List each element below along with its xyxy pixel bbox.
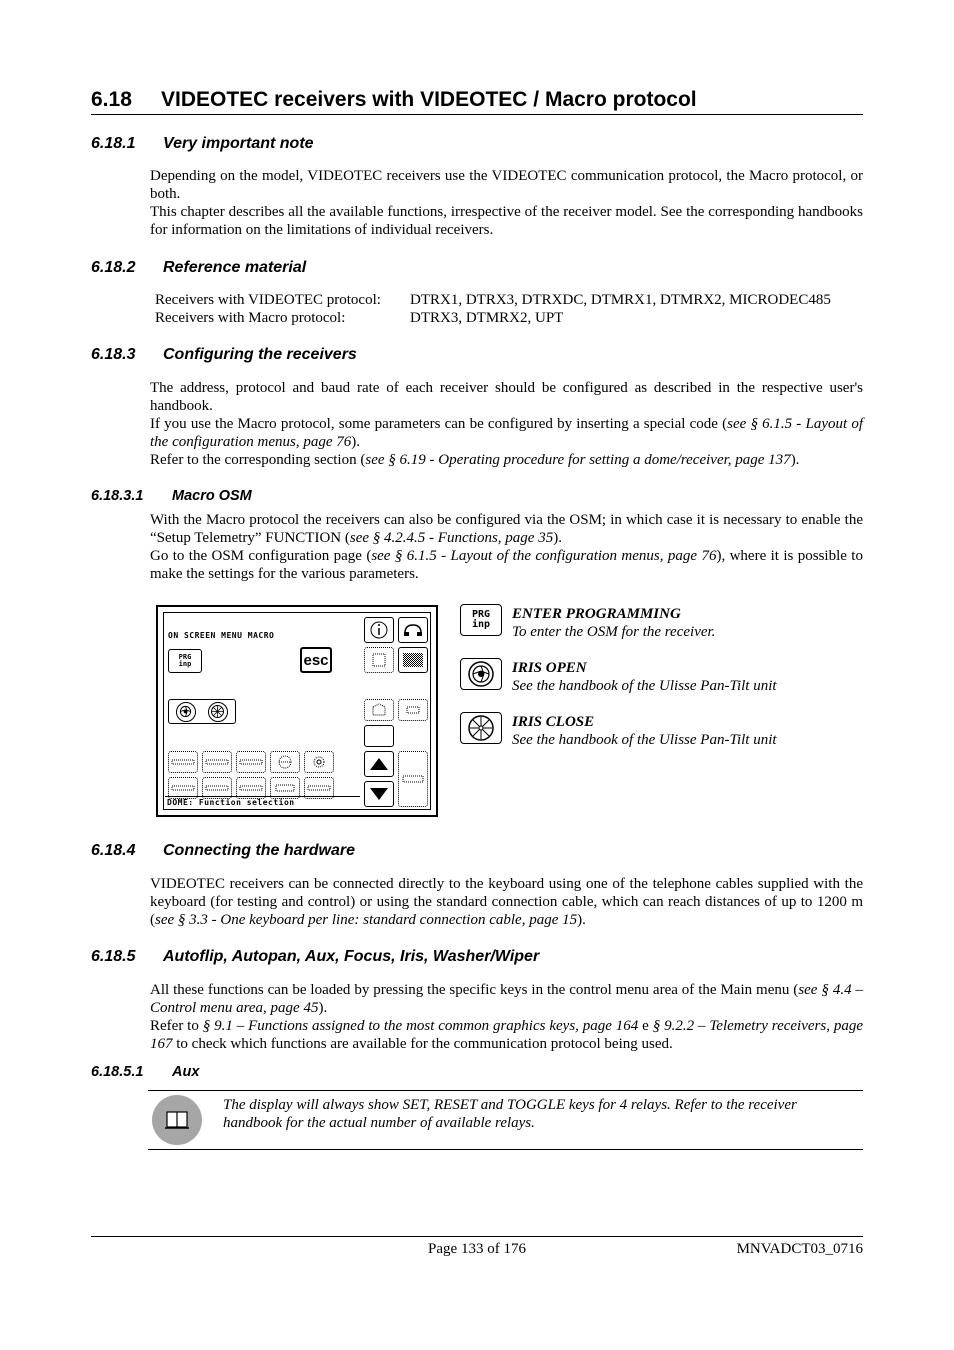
osm-screen <box>156 605 438 817</box>
pattern-icon[interactable] <box>398 647 428 673</box>
iris-close-icon <box>460 712 502 744</box>
iris-open-icon <box>460 658 502 690</box>
iris-buttons-group <box>168 699 236 724</box>
cross-reference[interactable]: see § 6.1.5 - Layout of the configuration menus, page 76 <box>371 548 717 564</box>
function-key[interactable] <box>398 699 428 721</box>
section-heading-connecting-hardware: 6.18.4 Connecting the hardware <box>91 842 356 859</box>
reference-table <box>155 291 831 327</box>
cross-reference[interactable]: see § 4.4 – Control menu area, page 45 <box>150 982 863 1016</box>
legend-title: IRIS OPEN <box>512 660 587 676</box>
esc-button[interactable]: esc <box>300 647 332 673</box>
function-key[interactable] <box>168 751 198 773</box>
function-key[interactable] <box>364 699 394 721</box>
legend-description: See the handbook of the Ulisse Pan-Tilt unit <box>512 732 777 748</box>
section-heading-very-important-note: 6.18.1 Very important note <box>91 135 314 152</box>
gear-icon[interactable] <box>304 751 334 773</box>
prg-inp-button[interactable]: PRG inp <box>168 649 202 673</box>
paragraph-note: Depending on the model, VIDEOTEC receivers use the VIDEOTEC communication protocol, the Macro protocol, or both. This chapter describes all the available functions, irrespective of the receiver model. See the corresponding handbooks for information on the limitations of individual receivers. <box>150 168 863 238</box>
legend-description: To enter the OSM for the receiver. <box>512 624 716 640</box>
cross-reference[interactable]: § 9.1 – Functions assigned to the most common graphics keys, page 164 <box>202 1018 639 1034</box>
section-heading-autoflip: 6.18.5 Autoflip, Autopan, Aux, Focus, Iris, Washer/Wiper <box>91 948 540 965</box>
page-number: Page 133 of 176 <box>428 1241 526 1257</box>
section-heading-configuring-receivers: 6.18.3 Configuring the receivers <box>91 346 357 363</box>
paragraph-macro-osm: With the Macro protocol the receivers can also be configured via the OSM; in which case it is necessary to enable the “Setup Telemetry” FUNCTION (see § 4.2.4.5 - Functions, page 35). Go to the OSM configuration page (see § 6.1.5 - Layout of the configuration menus, page 76), where it is possible to make the settings for the various parameters. <box>150 512 863 582</box>
prg-inp-icon: PRG inp <box>460 604 502 636</box>
section-heading-macro-osm: 6.18.3.1 Macro OSM <box>91 488 252 504</box>
telephone-icon[interactable] <box>398 617 428 643</box>
note-box <box>148 1090 863 1150</box>
section-heading-aux: 6.18.5.1 Aux <box>91 1064 200 1080</box>
osm-status-line: DOME: Function selection <box>167 798 295 807</box>
info-icon[interactable] <box>364 617 394 643</box>
arrow-down-icon[interactable] <box>364 781 394 807</box>
cross-reference[interactable]: see § 6.1.5 - Layout of the configuration menus, page 76 <box>150 416 863 450</box>
function-key[interactable] <box>398 751 428 807</box>
cross-reference[interactable]: § 9.2.2 – Telemetry receivers, page 167 <box>150 1018 863 1052</box>
globe-icon[interactable] <box>270 751 300 773</box>
paragraph-functions: All these functions can be loaded by pressing the specific keys in the control menu area of the Main menu (see § 4.4 – Control menu area, page 45). Refer to § 9.1 – Functions assigned to the most common graphics keys, page 164 e § 9.2.2 – Telemetry receivers, page 167 to check which functions are available for the communication protocol being used. <box>150 982 863 1052</box>
section-heading-reference-material: 6.18.2 Reference material <box>91 259 307 276</box>
document-code: MNVADCT03_0716 <box>736 1241 863 1257</box>
note-text: The display will always show SET, RESET and TOGGLE keys for 4 relays. Refer to the receiver handbook for the actual number of available relays. <box>223 1097 797 1131</box>
function-key[interactable] <box>202 751 232 773</box>
cross-reference[interactable]: see § 3.3 - One keyboard per line: standard connection cable, page 15 <box>155 912 578 928</box>
book-icon <box>152 1095 202 1145</box>
osm-title: ON SCREEN MENU MACRO <box>168 631 275 640</box>
arrow-up-icon[interactable] <box>364 751 394 777</box>
paragraph-connecting: VIDEOTEC receivers can be connected directly to the keyboard using one of the telephone cables supplied with the keyboard (for testing and control) or using the standard connection cable, which can reach distances of up to 1200 m (see § 3.3 - One keyboard per line: standard connection cable, page 15). <box>150 876 863 928</box>
legend-title: IRIS CLOSE <box>512 714 595 730</box>
legend-title: ENTER PROGRAMMING <box>512 606 681 622</box>
paragraph-configuring: The address, protocol and baud rate of each receiver should be configured as described in the respective user's handbook. If you use the Macro protocol, some parameters can be configured by inserting a special code (see § 6.1.5 - Layout of the configuration menus, page 76). Refer to the corresponding section (see § 6.19 - Operating procedure for setting a dome/receiver, page 137). <box>150 380 863 468</box>
iris-close-icon[interactable] <box>208 702 228 722</box>
reference-row: Receivers with VIDEOTEC protocol: DTRX1, DTRX3, DTRXDC, DTMRX1, DTMRX2, MICRODEC485 <box>155 292 831 308</box>
page-title: 6.18 VIDEOTEC receivers with VIDEOTEC / Macro protocol <box>91 88 863 115</box>
footer-divider <box>91 1236 863 1237</box>
cross-reference[interactable]: see § 4.2.4.5 - Functions, page 35 <box>349 530 554 546</box>
legend-description: See the handbook of the Ulisse Pan-Tilt unit <box>512 678 777 694</box>
function-key[interactable] <box>236 751 266 773</box>
cross-reference[interactable]: see § 6.19 - Operating procedure for setting a dome/receiver, page 137 <box>365 452 791 468</box>
function-key[interactable] <box>364 725 394 747</box>
status-divider <box>165 796 360 797</box>
function-key[interactable] <box>364 647 394 673</box>
osm-screen-inner <box>163 612 431 810</box>
iris-open-icon[interactable] <box>176 702 196 722</box>
reference-row: Receivers with Macro protocol: DTRX3, DTMRX2, UPT <box>155 310 564 326</box>
